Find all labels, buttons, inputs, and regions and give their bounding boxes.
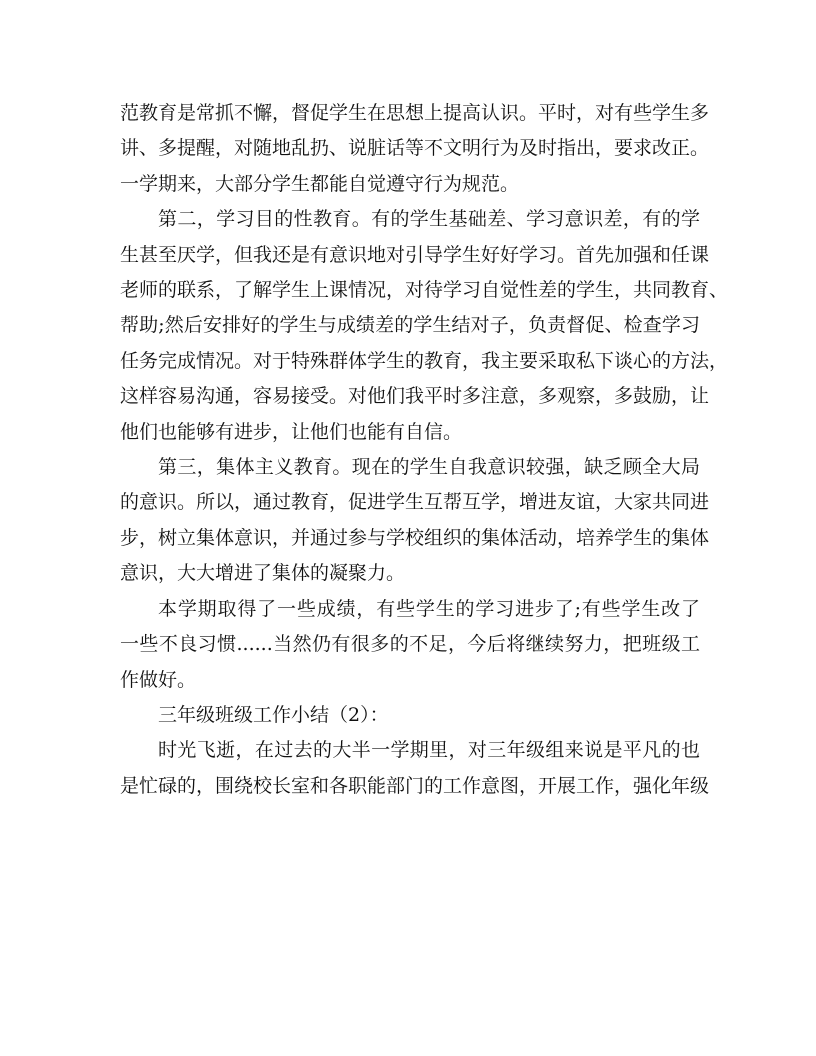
text-line: 本学期取得了一些成绩，有些学生的学习进步了;有些学生改了 bbox=[158, 597, 700, 620]
text-line: 范教育是常抓不懈，督促学生在思想上提高认识。平时，对有些学生多 bbox=[120, 102, 710, 124]
section-heading bbox=[120, 698, 700, 733]
paragraph-3 bbox=[120, 450, 710, 592]
paragraph-4 bbox=[120, 592, 700, 698]
text-line: 意识，大大增进了集体的凝聚力。 bbox=[120, 562, 406, 585]
text-line: 这样容易沟通，容易接受。对他们我平时多注意，多观察，多鼓励，让 bbox=[120, 385, 710, 408]
text-line: 任务完成情况。对于特殊群体学生的教育，我主要采取私下谈心的方法， bbox=[120, 349, 729, 372]
text-line: 作做好。 bbox=[120, 668, 197, 691]
text-line: 一学期来，大部分学生都能自觉遵守行为规范。 bbox=[120, 172, 520, 195]
document-body bbox=[120, 96, 729, 804]
text-line: 是忙碌的，围绕校长室和各职能部门的工作意图，开展工作，强化年级 bbox=[120, 774, 710, 797]
text-line: 帮助;然后安排好的学生与成绩差的学生结对子，负责督促、检查学习 bbox=[120, 314, 700, 337]
text-line: 生甚至厌学，但我还是有意识地对引导学生好好学习。首先加强和任课 bbox=[120, 243, 710, 266]
text-line: 讲、多提醒，对随地乱扔、说脏话等不文明行为及时指出，要求改正。 bbox=[120, 137, 710, 160]
text-line: 步，树立集体意识，并通过参与学校组织的集体活动，培养学生的集体 bbox=[120, 526, 710, 549]
text-line: 三年级班级工作小结（2）： bbox=[158, 703, 389, 726]
text-line: 的意识。所以，通过教育，促进学生互帮互学，增进友谊，大家共同进 bbox=[120, 491, 710, 514]
text-line: 老师的联系，了解学生上课情况，对待学习自觉性差的学生，共同教育、 bbox=[120, 279, 729, 302]
text-line: 他们也能够有进步，让他们也能有自信。 bbox=[120, 420, 463, 443]
paragraph-1 bbox=[120, 96, 710, 202]
paragraph-2 bbox=[120, 202, 729, 450]
text-line: 第三，集体主义教育。现在的学生自我意识较强，缺乏顾全大局 bbox=[158, 456, 700, 479]
text-line: 一些不良习惯......当然仍有很多的不足，今后将继续努力，把班级工 bbox=[120, 633, 700, 656]
paragraph-6 bbox=[120, 733, 710, 804]
text-line: 时光飞逝，在过去的大半一学期里，对三年级组来说是平凡的也 bbox=[158, 739, 700, 762]
text-line: 第二，学习目的性教育。有的学生基础差、学习意识差，有的学 bbox=[158, 208, 700, 231]
